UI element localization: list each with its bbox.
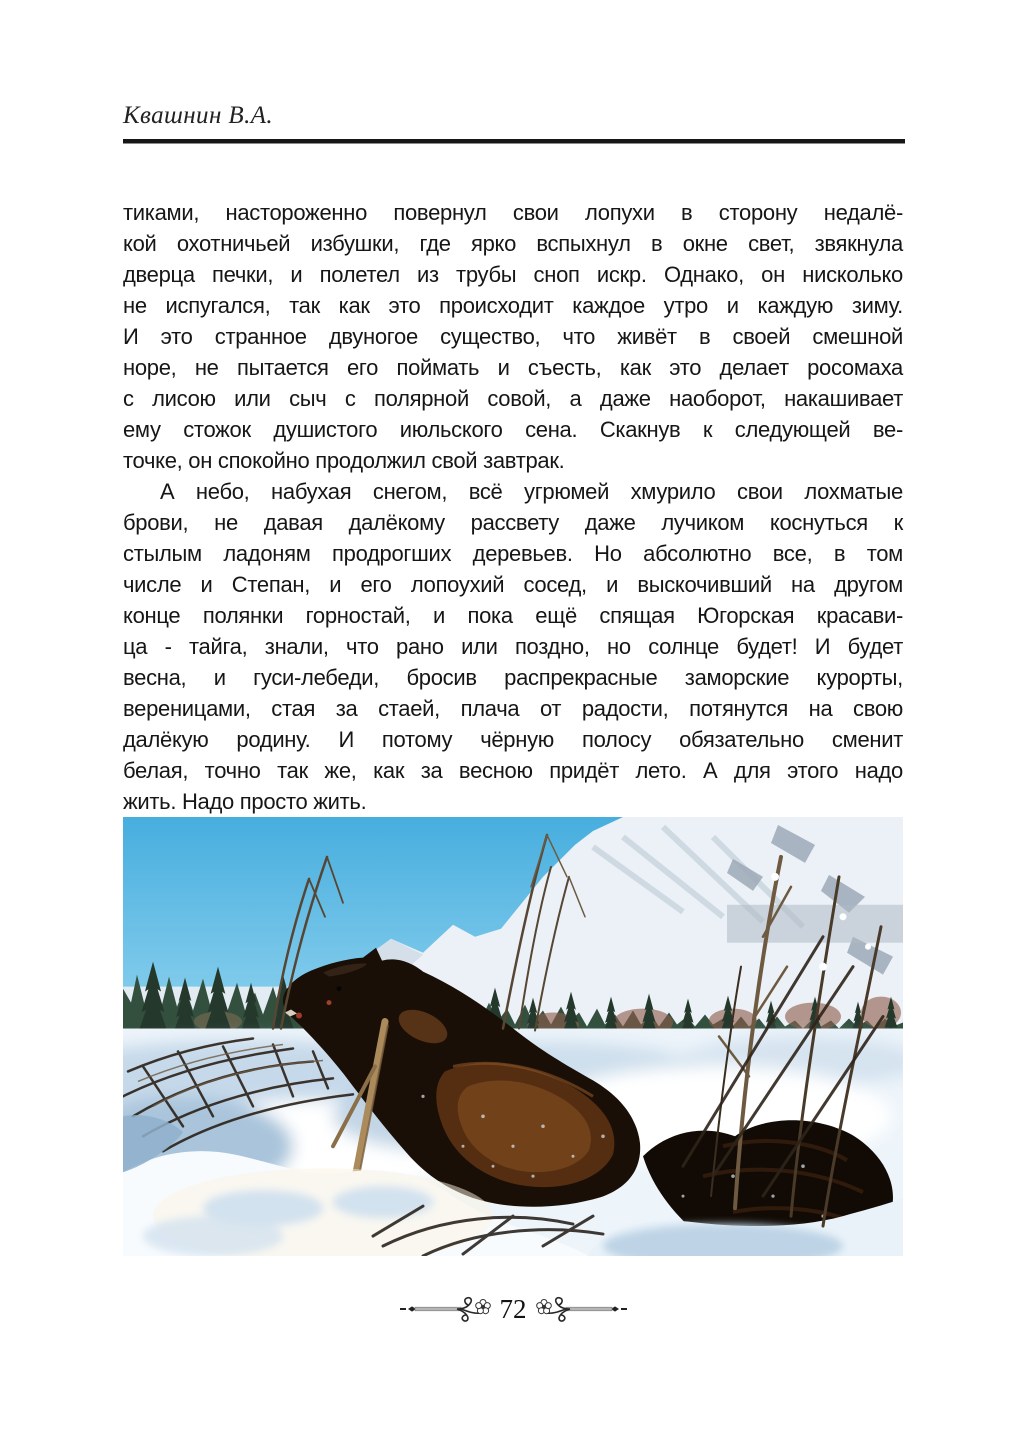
text-line: норе, не пытается его поймать и съесть, как это делает росомаха [123, 355, 903, 380]
wolverine-photo-illustration [123, 817, 903, 1256]
wolverine-photo [123, 817, 903, 1256]
text-line: И это странное двуногое существо, что живёт в своей смешной [123, 324, 903, 349]
text-line: тиками, настороженно повернул свои лопухи в сторону недалё- [123, 200, 903, 225]
footer-ornament-left [399, 1294, 491, 1324]
paragraph [123, 476, 903, 817]
text-line: кой охотничьей избушки, где ярко вспыхнул в окне свет, звякнула [123, 231, 903, 256]
body-text [123, 197, 903, 817]
text-line: стылым ладоням продрогших деревьев. Но абсолютно все, в том [123, 541, 903, 566]
page-footer [0, 1294, 1026, 1324]
text-line: вереницами, стая за стаей, плача от радости, потянутся на свою [123, 696, 903, 721]
text-line: жить. Надо просто жить. [123, 789, 367, 814]
text-line: ему стожок душистого июльского сена. Скакнув к следующей ве- [123, 417, 903, 442]
text-line: весна, и гуси-лебеди, бросив распрекрасные заморские курорты, [123, 665, 903, 690]
page-number: 72 [499, 1294, 527, 1324]
text-line: ца - тайга, знали, что рано или поздно, но солнце будет! И будет [123, 634, 903, 659]
text-line: А небо, набухая снегом, всё угрюмей хмурило свои лохматые [160, 479, 903, 504]
page-header [123, 102, 905, 144]
text-line: брови, не давая далёкому рассвету даже лучиком коснуться к [123, 510, 903, 535]
text-line: далёкую родину. И потому чёрную полосу обязательно сменит [123, 727, 903, 752]
author-name: Квашнин В.А. [123, 102, 274, 129]
text-line: с лисою или сыч с полярной совой, а даже наоборот, накашивает [123, 386, 903, 411]
header-rule [123, 139, 905, 144]
text-line: дверца печки, и полетел из трубы сноп искр. Однако, он нисколько [123, 262, 903, 287]
footer-ornament-right [536, 1294, 628, 1324]
text-line: точке, он спокойно продолжил свой завтрак. [123, 448, 565, 473]
text-line: конце полянки горностай, и пока ещё спящая Югорская красави- [123, 603, 903, 628]
text-line: белая, точно так же, как за весною придёт лето. А для этого надо [123, 758, 903, 783]
text-line: числе и Степан, и его лопоухий сосед, и выскочивший на другом [123, 572, 903, 597]
paragraph [123, 197, 903, 476]
text-line: не испугался, так как это происходит каждое утро и каждую зиму. [123, 293, 903, 318]
